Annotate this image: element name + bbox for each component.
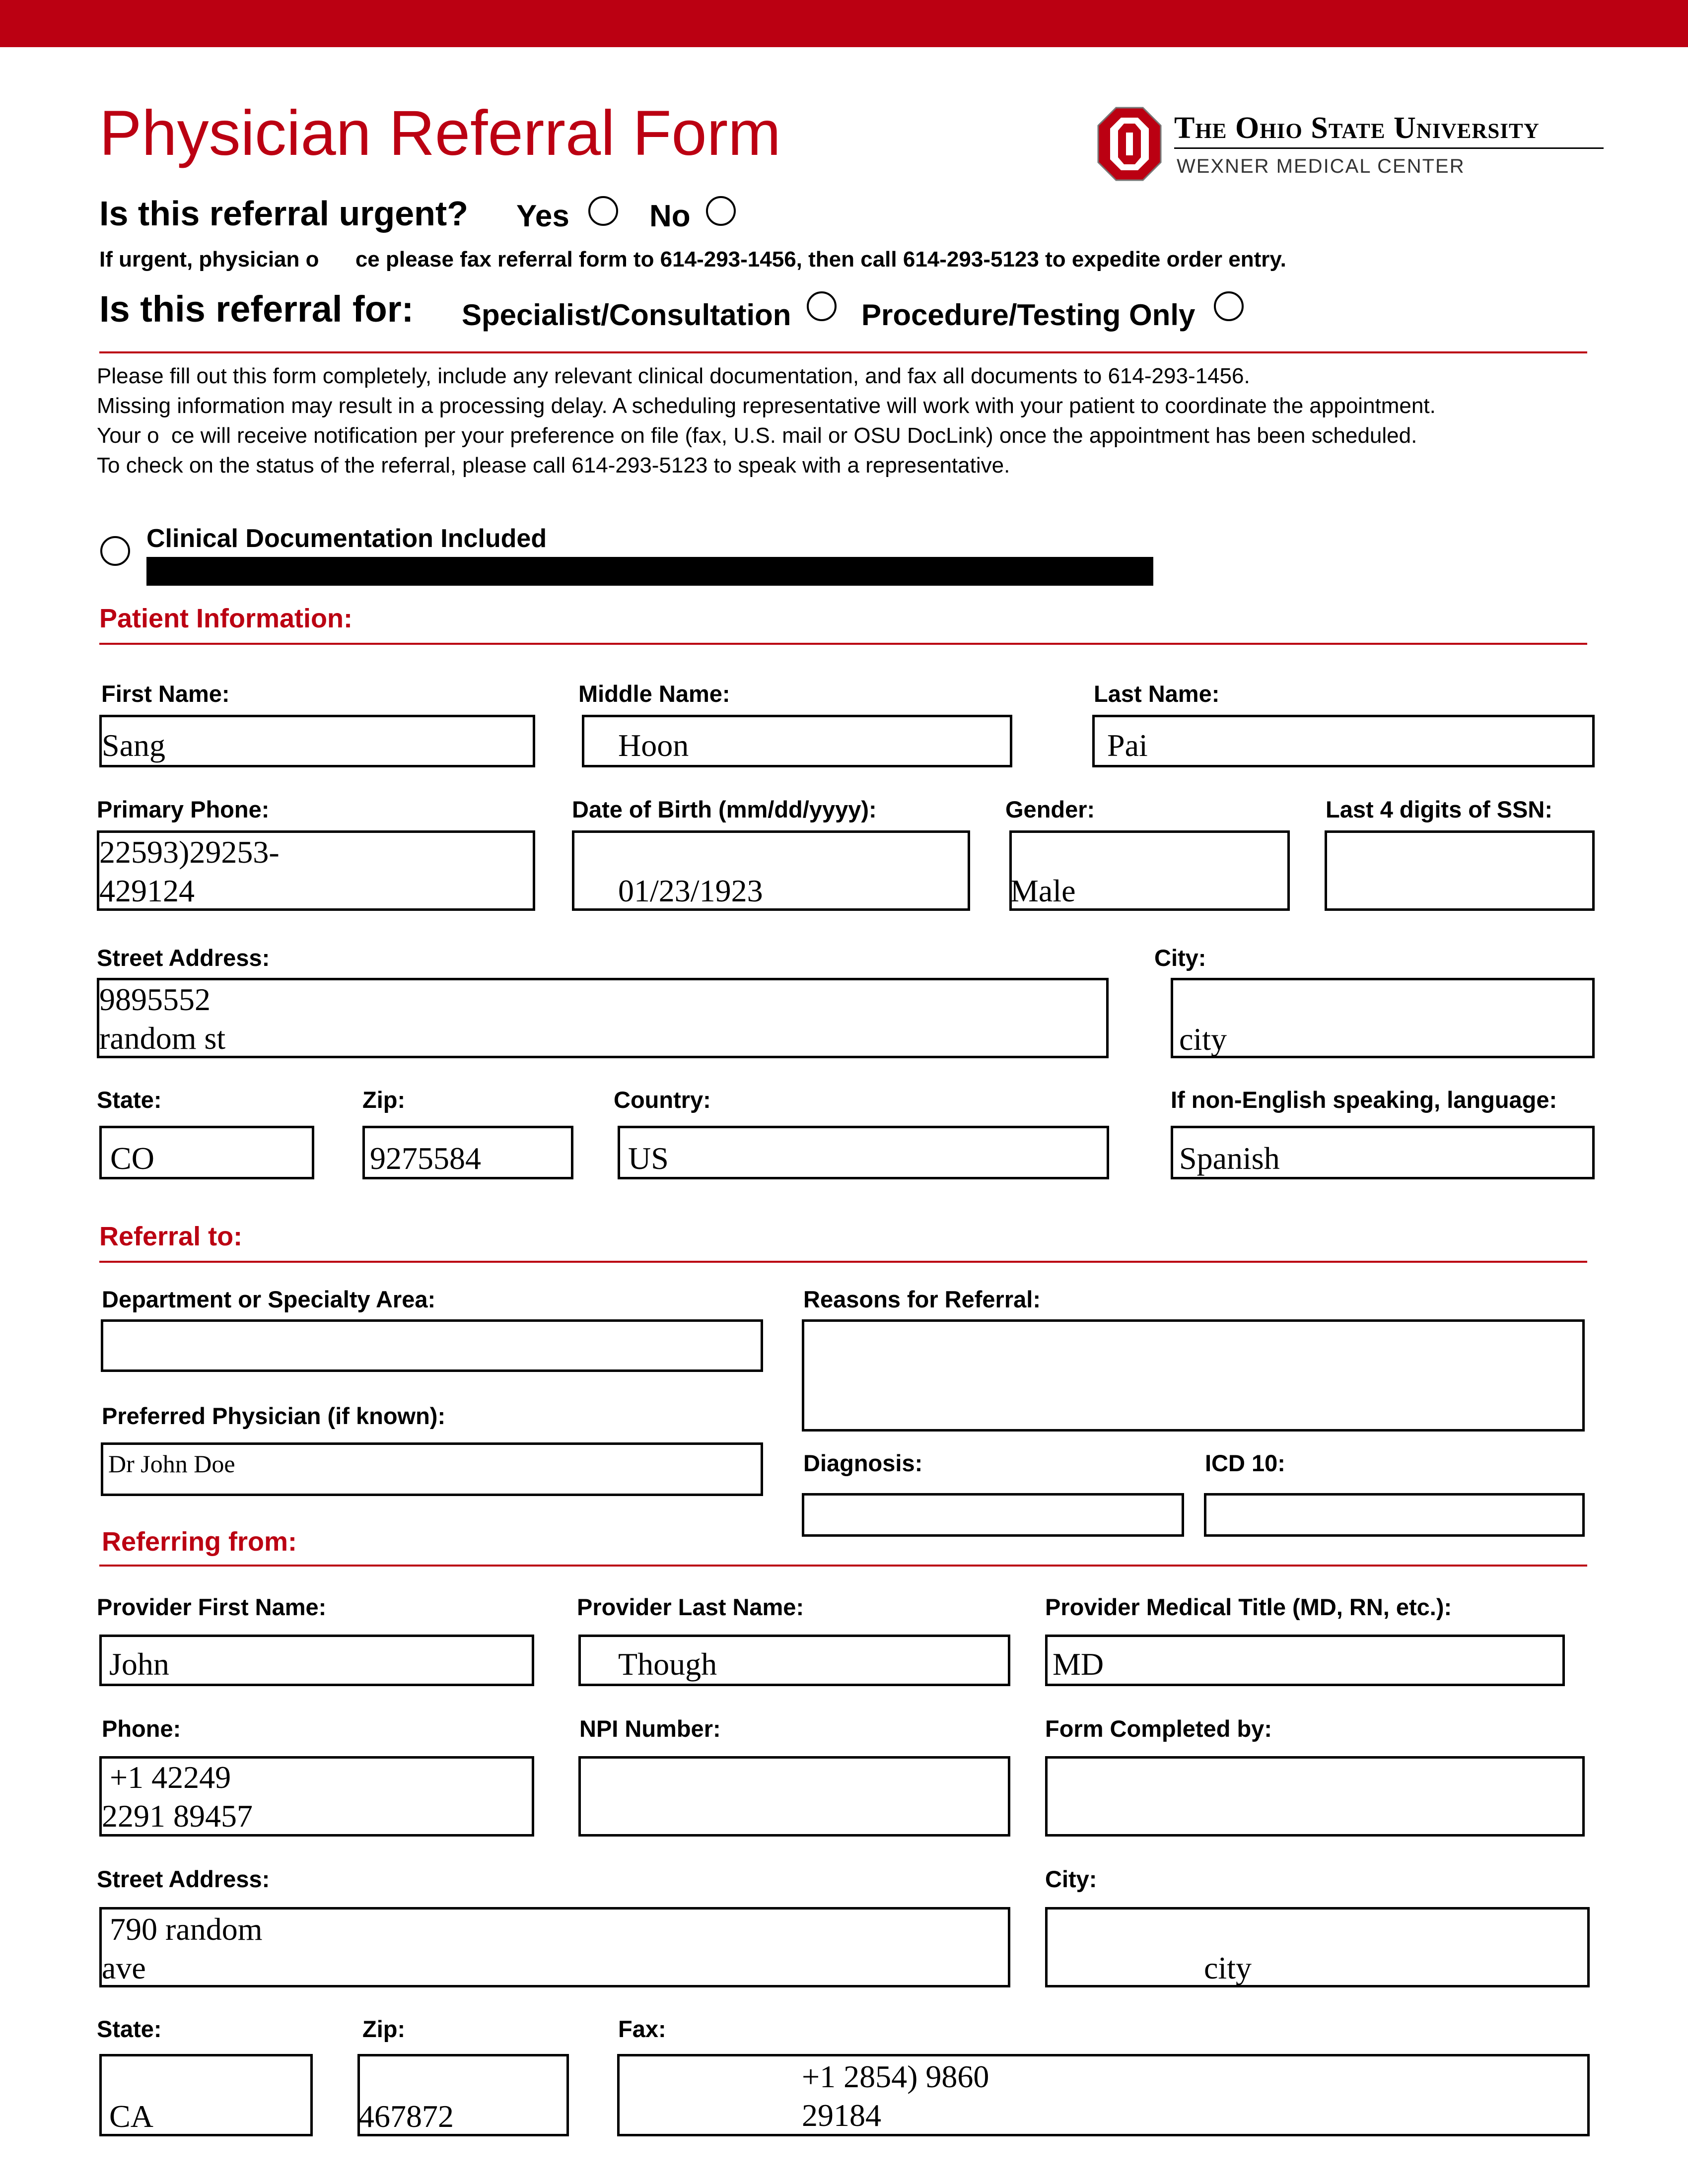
patient-zip-value: 9275584 [370, 1141, 481, 1176]
instruction-line: To check on the status of the referral, please call 614-293-5123 to speak with a representative. [97, 453, 1010, 478]
provider-phone-value: +1 42249 2291 89457 [102, 1760, 253, 1834]
referral-for-question: Is this referral for: [99, 288, 414, 330]
provider-title-value: MD [1053, 1646, 1104, 1682]
provider-zip-value: 467872 [358, 2099, 454, 2134]
npi-label: NPI Number: [579, 1715, 721, 1742]
patient-street-value: 9895552 random st [99, 982, 226, 1056]
provider-first-name-label: Provider First Name: [97, 1594, 327, 1620]
specialist-consultation-radio[interactable] [807, 291, 837, 321]
urgent-yes-label: Yes [516, 199, 569, 233]
country-label: Country: [614, 1087, 711, 1113]
patient-street-label: Street Address: [97, 945, 270, 971]
npi-field[interactable] [578, 1756, 1010, 1837]
provider-fax-field[interactable] [617, 2054, 1590, 2136]
first-name-label: First Name: [101, 681, 230, 707]
urgent-yes-radio[interactable] [588, 196, 618, 226]
reasons-label: Reasons for Referral: [803, 1286, 1041, 1312]
logo-university-name: The Ohio State University [1174, 111, 1540, 145]
first-name-value: Sang [102, 728, 165, 763]
reasons-field[interactable] [802, 1319, 1585, 1432]
icd10-field[interactable] [1204, 1493, 1585, 1537]
provider-city-field[interactable] [1045, 1907, 1590, 1987]
referring-from-heading: Referring from: [102, 1527, 297, 1557]
last-name-value: Pai [1107, 728, 1148, 763]
divider [99, 1565, 1587, 1567]
specialist-consultation-label: Specialist/Consultation [462, 298, 791, 332]
clinical-doc-radio[interactable] [100, 536, 130, 566]
dob-label: Date of Birth (mm/dd/yyyy): [572, 796, 877, 822]
dob-value: 01/23/1923 [618, 873, 763, 908]
department-label: Department or Specialty Area: [102, 1286, 436, 1312]
department-field[interactable] [101, 1319, 763, 1372]
patient-state-label: State: [97, 1087, 162, 1113]
patient-city-field[interactable] [1171, 978, 1595, 1058]
middle-name-label: Middle Name: [578, 681, 730, 707]
preferred-physician-label: Preferred Physician (if known): [102, 1403, 446, 1429]
provider-street-label: Street Address: [97, 1866, 270, 1892]
urgent-note: If urgent, physician o ce please fax referral form to 614-293-1456, then call 614-293-5123 to expedite order entry. [99, 247, 1286, 272]
provider-last-name-value: Though [618, 1646, 717, 1682]
preferred-physician-value: Dr John Doe [108, 1450, 235, 1478]
completed-by-field[interactable] [1045, 1756, 1585, 1837]
ssn-label: Last 4 digits of SSN: [1326, 796, 1552, 822]
provider-zip-label: Zip: [362, 2016, 406, 2042]
last-name-label: Last Name: [1094, 681, 1220, 707]
urgent-no-label: No [649, 199, 691, 233]
ssn-field[interactable] [1325, 830, 1595, 911]
instruction-line: Your o ce will receive notification per your preference on file (fax, U.S. mail or OSU DocLink) once the appointment has been scheduled. [97, 423, 1417, 448]
divider [99, 643, 1587, 645]
diagnosis-label: Diagnosis: [803, 1450, 923, 1476]
referral-to-heading: Referral to: [99, 1222, 243, 1251]
divider [99, 351, 1587, 353]
language-value: Spanish [1179, 1141, 1280, 1176]
provider-state-label: State: [97, 2016, 162, 2042]
completed-by-label: Form Completed by: [1045, 1715, 1272, 1742]
osu-logo [1097, 107, 1604, 186]
logo-medical-center: WEXNER MEDICAL CENTER [1177, 155, 1465, 177]
provider-state-value: CA [109, 2099, 153, 2134]
diagnosis-field[interactable] [802, 1493, 1184, 1537]
gender-label: Gender: [1005, 796, 1095, 822]
urgent-no-radio[interactable] [706, 196, 736, 226]
middle-name-value: Hoon [618, 728, 689, 763]
provider-street-value: 790 random ave [102, 1911, 263, 1985]
country-value: US [628, 1141, 669, 1176]
patient-city-label: City: [1154, 945, 1206, 971]
provider-fax-value: +1 2854) 9860 29184 [802, 2059, 989, 2133]
provider-first-name-value: John [109, 1646, 169, 1682]
language-label: If non-English speaking, language: [1171, 1087, 1557, 1113]
provider-phone-label: Phone: [102, 1715, 181, 1742]
urgent-question: Is this referral urgent? [99, 194, 468, 233]
logo-divider [1174, 147, 1604, 149]
gender-value: Male [1010, 873, 1076, 908]
patient-street-field[interactable] [97, 978, 1109, 1058]
patient-city-value: city [1179, 1022, 1227, 1057]
procedure-testing-radio[interactable] [1214, 291, 1244, 321]
top-brand-bar [0, 0, 1688, 47]
divider [99, 1261, 1587, 1263]
provider-title-label: Provider Medical Title (MD, RN, etc.): [1045, 1594, 1452, 1620]
page-title: Physician Referral Form [99, 98, 781, 169]
procedure-testing-label: Procedure/Testing Only [861, 298, 1196, 332]
provider-city-label: City: [1045, 1866, 1097, 1892]
provider-title-field[interactable] [1045, 1635, 1565, 1686]
icd10-label: ICD 10: [1205, 1450, 1285, 1476]
block-o-icon [1097, 107, 1162, 181]
primary-phone-value: 22593)29253- 429124 [99, 834, 280, 908]
country-field[interactable] [618, 1126, 1109, 1179]
redaction-bar [146, 557, 1153, 586]
provider-city-value: city [1204, 1950, 1252, 1985]
patient-information-heading: Patient Information: [99, 604, 352, 633]
instruction-line: Please fill out this form completely, include any relevant clinical documentation, and fax all documents to 614-293-1456. [97, 364, 1250, 388]
primary-phone-label: Primary Phone: [97, 796, 270, 822]
provider-fax-label: Fax: [618, 2016, 666, 2042]
patient-state-value: CO [110, 1141, 154, 1176]
clinical-doc-label: Clinical Documentation Included [146, 524, 547, 553]
instruction-line: Missing information may result in a processing delay. A scheduling representative will work with your patient to coordinate the appointment. [97, 394, 1436, 418]
provider-last-name-label: Provider Last Name: [577, 1594, 804, 1620]
patient-zip-label: Zip: [362, 1087, 406, 1113]
last-name-field[interactable] [1092, 715, 1595, 767]
